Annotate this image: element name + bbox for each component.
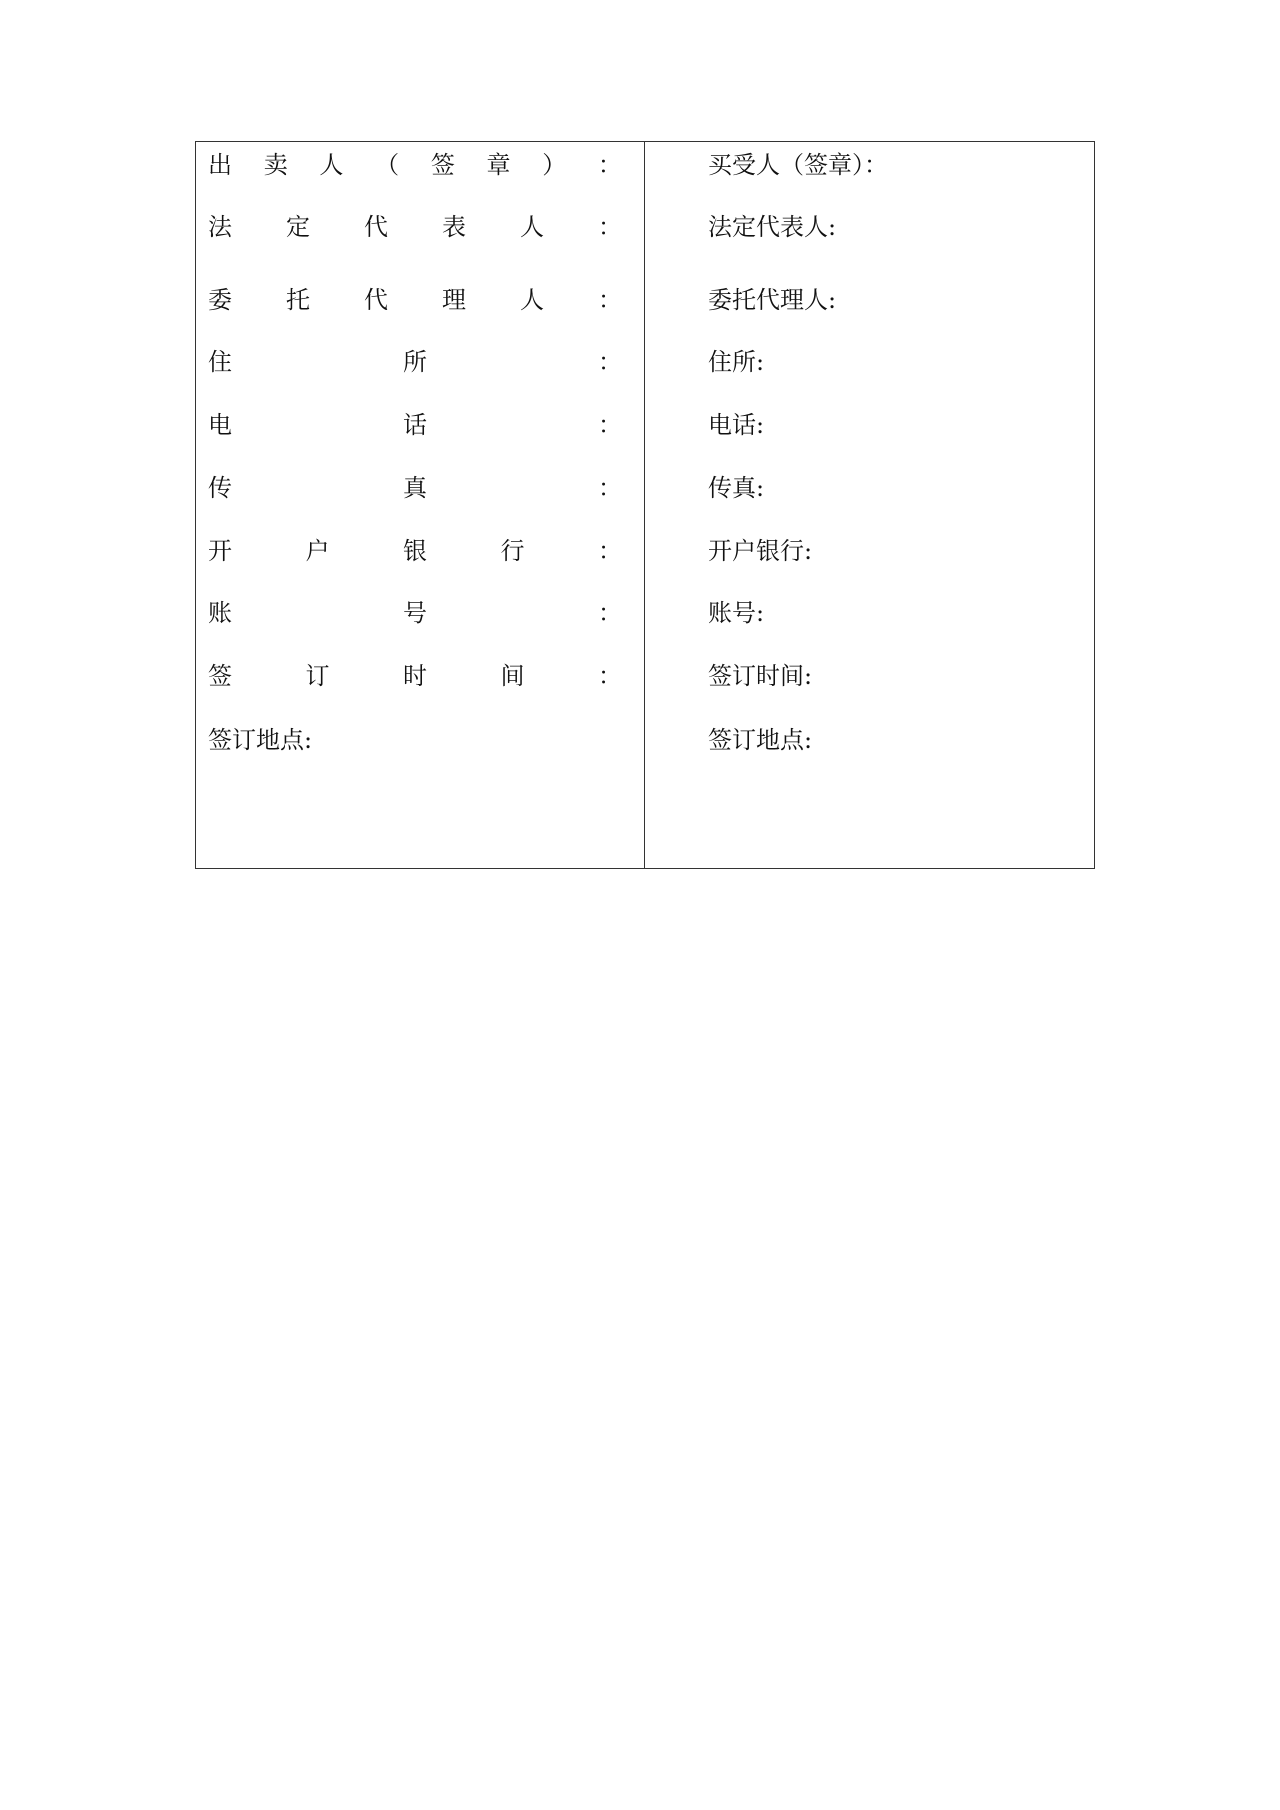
seller-account-number-label [208,593,622,633]
buyer-legal-representative-label: 法定代表人: [708,213,837,241]
seller-label-char: 委 [208,286,232,314]
seller-label-char: 章 [486,151,511,179]
seller-label-char: 所 [403,348,427,376]
seller-label-char: ： [597,151,622,179]
seller-label-char: 代 [364,213,388,241]
seller-label-char: 签 [208,662,232,690]
seller-label-char: 订 [305,662,330,690]
buyer-fax-label: 传真: [708,474,765,502]
seller-label-char: ： [598,537,622,565]
seller-label-char: 卖 [263,151,288,179]
seller-signing-place-label [208,720,622,760]
seller-label-char: 人 [520,286,544,314]
seller-label-char: ： [598,474,622,502]
seller-signature-line-label [208,145,622,185]
seller-label-char: 法 [208,213,232,241]
seller-label-char: （ [375,151,400,179]
seller-phone-label [208,405,622,445]
seller-label-char: 住 [208,348,232,376]
buyer-account-number-label: 账号: [708,599,765,627]
seller-label-char: 定 [286,213,310,241]
seller-label-char: 话 [403,411,427,439]
seller-label-char: 间 [500,662,525,690]
seller-label-char: 出 [208,151,232,179]
buyer-signature-line-label: 买受人（签章）： [708,151,888,179]
signature-table [195,141,1095,869]
seller-authorized-agent-label [208,280,622,320]
seller-label-char: 银 [403,537,427,565]
seller-label-char: ： [598,599,622,627]
seller-label-char: 开 [208,537,232,565]
buyer-column [645,142,1094,868]
seller-label-char: 行 [500,537,525,565]
seller-label-char: ： [598,411,622,439]
seller-address-label [208,342,622,382]
seller-label-char: 时 [403,662,427,690]
seller-fax-label [208,468,622,508]
seller-label-char: ： [598,348,622,376]
seller-label-char: 托 [286,286,310,314]
buyer-signing-place-label: 签订地点: [708,726,813,754]
buyer-signing-date-label: 签订时间: [708,662,813,690]
seller-label-char: 人 [319,151,344,179]
seller-label-char: 签 [430,151,455,179]
seller-label-char: 人 [520,213,544,241]
buyer-phone-label: 电话: [708,411,765,439]
seller-signing-date-label [208,656,622,696]
seller-label-char: 户 [305,537,330,565]
seller-label-char: ） [542,151,567,179]
seller-label-char: ： [598,213,622,241]
seller-label-char: 电 [208,411,232,439]
buyer-bank-label: 开户银行: [708,537,813,565]
seller-label-char: 真 [403,474,427,502]
seller-label-char: 传 [208,474,232,502]
buyer-address-label: 住所: [708,348,765,376]
seller-legal-representative-label [208,207,622,247]
seller-label-char: ： [598,286,622,314]
seller-label-char: 代 [364,286,388,314]
seller-label-char: 签订地点: [208,726,313,754]
seller-label-char: 账 [208,599,232,627]
seller-label-char: 表 [442,213,466,241]
seller-label-char: ： [598,662,622,690]
seller-label-char: 理 [442,286,466,314]
seller-label-char: 号 [403,599,427,627]
buyer-authorized-agent-label: 委托代理人: [708,286,837,314]
seller-column [196,142,645,868]
seller-bank-label [208,531,622,571]
